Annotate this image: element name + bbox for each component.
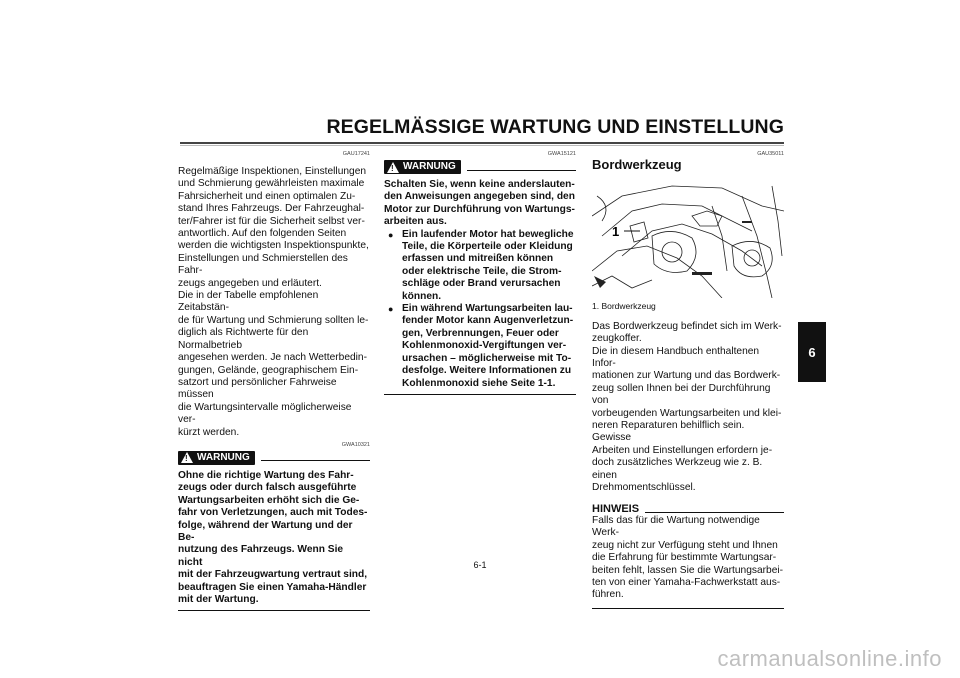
title-rule-thin (180, 145, 784, 146)
text-line: folge, während der Wartung und der Be- (178, 519, 353, 543)
figure-callout-label: 1 (612, 224, 620, 240)
text-line: ten von einer Yamaha-Fachwerkstatt aus- (592, 576, 781, 588)
warning-bullets (384, 229, 576, 390)
chapter-tab: 6 (798, 322, 826, 382)
text-line: Kohlenmonoxid siehe Seite 1-1. (402, 377, 556, 389)
column-1 (178, 150, 370, 611)
text-line: erfassen und mitreißen können (402, 253, 554, 265)
text-line: mit der Wartung. (178, 594, 259, 605)
text-line: den Anweisungen angegeben sind, den (384, 191, 575, 203)
section-title: Bordwerkzeug (592, 157, 682, 172)
list-item (384, 303, 576, 390)
text-line: ● Ein während Wartungsarbeiten lau- (402, 303, 573, 315)
warning-code: GWA15121 (547, 151, 576, 157)
section-code: GAU17241 (342, 151, 370, 157)
text-line: ● Ein laufender Motor hat bewegliche (402, 228, 574, 240)
text-line: zeugs oder durch falsch ausgeführte (178, 482, 357, 494)
text-line: und Schmierung gewährleisten maximale (178, 178, 365, 190)
warning-end-rule (384, 394, 576, 395)
text-line: mit der Fahrzeugwartung vertraut sind, (178, 569, 368, 581)
warning-badge (384, 160, 461, 174)
text-line: Wartungsarbeiten erhöht sich die Ge- (178, 494, 360, 506)
warning-label: WARNUNG (403, 160, 456, 172)
text-line: neren Reparaturen behilflich sein. Gewisse (592, 420, 745, 444)
warning-end-rule (178, 610, 370, 611)
text-line: die Wartungsintervalle möglicherweise ver- (178, 401, 352, 426)
warning-text (178, 470, 370, 606)
text-line: können. (402, 290, 442, 302)
warning-header (384, 160, 576, 174)
text-line: satzort und persönlicher Fahrweise müssen (178, 376, 337, 401)
body-paragraph (592, 321, 784, 495)
text-line: zeug nicht zur Verfügung steht und Ihnen (592, 539, 778, 551)
text-line: Fahrsicherheit und einen optimalen Zu- (178, 190, 356, 202)
page-title: REGELMÄSSIGE WARTUNG UND EINSTELLUNG (326, 116, 784, 138)
note-header (592, 503, 784, 515)
text-line: gungen, Gelände, geographischem Ein- (178, 364, 359, 376)
warning-triangle-icon (181, 452, 193, 463)
note-end-rule (592, 608, 784, 609)
title-rule (180, 142, 784, 144)
watermark: carmanualsonline.info (717, 646, 942, 671)
warning-intro (384, 179, 576, 229)
text-line: doch zusätzliches Werkzeug wie z. B. einen (592, 457, 763, 481)
motorcycle-illustration (592, 176, 784, 298)
text-line: ter/Fahrer ist für die Sicherheit selbst ver- (178, 215, 365, 227)
text-line: oder elektrische Teile, die Strom- (402, 265, 562, 277)
text-line: Schalten Sie, wenn keine anderslauten- (384, 179, 575, 190)
text-line: Falls das für die Wartung notwendige Werk- (592, 514, 760, 539)
text-line: vorbeugenden Wartungsarbeiten und klei- (592, 407, 782, 419)
text-line: Einstellungen und Schmierstellen des Fahr- (178, 252, 348, 277)
text-line: die Erfahrung für bestimmte Wartungsar- (592, 552, 777, 564)
text-line: beauftragen Sie einen Yamaha-Händler (178, 581, 367, 593)
text-line: zeugs angegeben und erläutert. (178, 277, 322, 289)
text-line: Das Bordwerkzeug befindet sich im Werk- (592, 320, 782, 332)
text-line: Kohlenmonoxid-Vergiftungen ver- (402, 340, 567, 352)
text-line: Regelmäßige Inspektionen, Einstellungen (178, 166, 367, 177)
text-line: Die in diesem Handbuch enthaltenen Infor- (592, 345, 760, 370)
text-line: fender Motor kann Augenverletzun- (402, 315, 574, 327)
text-line: Motor zur Durchführung von Wartungs- (384, 203, 575, 215)
column-3 (592, 150, 784, 609)
text-line: gen, Verbrennungen, Feuer oder (402, 327, 559, 339)
note-label: HINWEIS (592, 502, 640, 515)
text-line: ursachen – möglicherweise mit To- (402, 352, 572, 364)
page-number: 6-1 (473, 560, 487, 570)
warning-header (178, 451, 370, 465)
text-line: schläge oder Brand verursachen (402, 278, 561, 290)
text-line: Drehmomentschlüssel. (592, 482, 696, 494)
text-line: nutzung des Fahrzeugs. Wenn Sie nicht (178, 544, 344, 568)
warning-code: GWA10321 (341, 441, 370, 448)
note-rule (645, 512, 784, 513)
text-line: diglich als Richtwerte für den Normalbetrieb (178, 327, 309, 351)
text-line: Ohne die richtige Wartung des Fahr- (178, 469, 354, 481)
text-line: beiten fehlt, lassen Sie die Wartungsarbei- (592, 564, 784, 576)
warning-triangle-icon (387, 162, 399, 173)
text-line: kürzt werden. (178, 426, 240, 438)
text-line: mationen zur Wartung und das Bordwerk- (592, 370, 781, 382)
text-line: desfolge. Weitere Informationen zu (402, 365, 572, 377)
warning-rule (467, 170, 576, 171)
text-line: fahr von Verletzungen, auch mit Todes- (178, 507, 368, 519)
text-line: zeug sollen Ihnen bei der Durchführung von (592, 382, 771, 407)
toolkit-figure (592, 176, 784, 298)
text-line: Arbeiten und Einstellungen erfordern je- (592, 444, 773, 456)
text-line: arbeiten aus. (384, 216, 447, 228)
warning-label: WARNUNG (197, 451, 250, 463)
text-line: stand Ihres Fahrzeugs. Der Fahrzeughal- (178, 203, 365, 215)
warning-badge (178, 451, 255, 465)
figure-caption: 1. Bordwerkzeug (592, 301, 656, 312)
text-line: angesehen werden. Je nach Wetterbedin- (178, 352, 367, 364)
note-text (592, 515, 784, 602)
text-line: zeugkoffer. (592, 333, 642, 345)
list-item (384, 229, 576, 303)
text-line: antwortlich. Auf den folgenden Seiten (178, 228, 347, 240)
text-line: Teile, die Körperteile oder Kleidung (402, 241, 573, 253)
text-line: werden die wichtigsten Inspektionspunkte, (178, 240, 369, 252)
text-line: führen. (592, 589, 624, 601)
text-line: de für Wartung und Schmierung sollten le- (178, 314, 369, 326)
column-2 (384, 150, 576, 395)
section-code: GAU35011 (757, 151, 784, 157)
intro-paragraph (178, 166, 370, 439)
text-line: Die in der Tabelle empfohlenen Zeitabstän- (178, 290, 319, 314)
warning-rule (261, 460, 370, 461)
